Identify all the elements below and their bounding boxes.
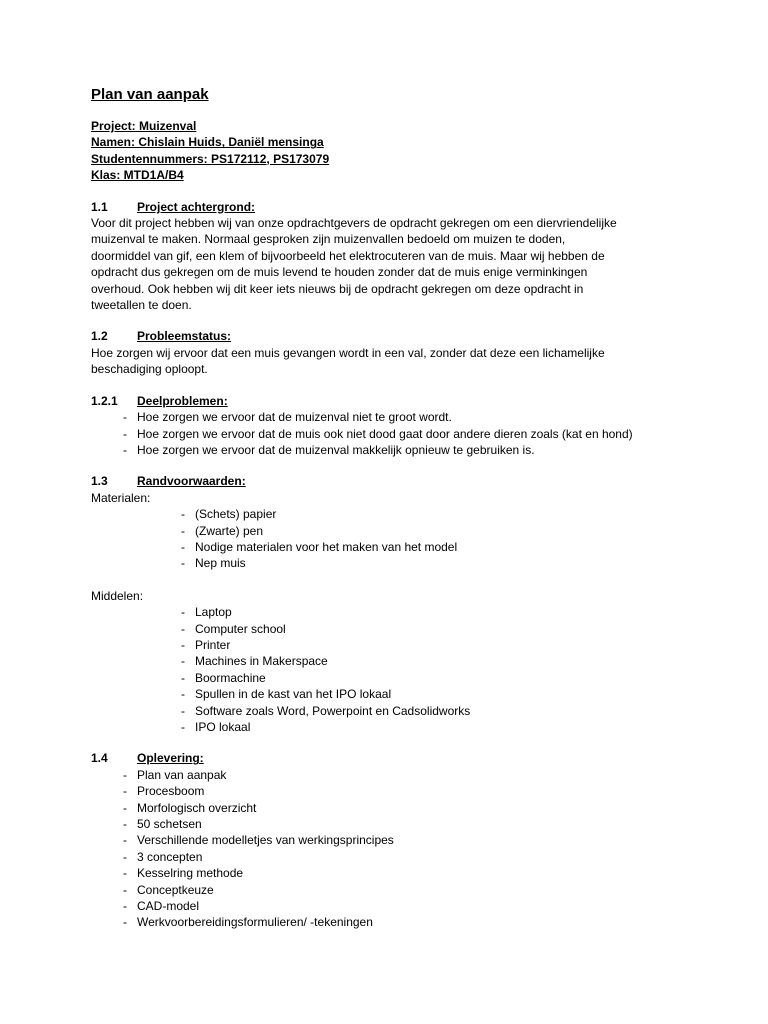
paragraph-line: opdracht dus gekregen om de muis levend te houden zonder dat de muis enige verminkingen: [91, 265, 588, 280]
section-title: Probleemstatus:: [137, 329, 232, 344]
list-item: [91, 653, 691, 669]
dash-bullet: -: [123, 800, 127, 815]
section-project-background: [91, 199, 691, 314]
list-item: [91, 604, 691, 620]
list-item-text: Printer: [195, 637, 231, 652]
dash-bullet: -: [123, 784, 127, 799]
means-label: Middelen:: [91, 588, 144, 603]
list-item-text: IPO lokaal: [195, 720, 251, 734]
meta-student-numbers: Studentennummers: PS172112, PS173079: [91, 151, 330, 166]
dash-bullet: -: [123, 849, 127, 864]
dash-bullet: -: [123, 410, 127, 425]
list-item: [91, 506, 691, 522]
list-item-text: Machines in Makerspace: [195, 654, 328, 669]
list-item-text: (Schets) papier: [195, 507, 277, 522]
means-list: [91, 604, 691, 735]
dash-bullet: -: [181, 507, 185, 522]
list-item: [91, 849, 691, 865]
dash-bullet: -: [181, 670, 185, 685]
meta-class: Klas: MTD1A/B4: [91, 168, 184, 183]
list-item: [91, 539, 691, 555]
list-item: [91, 426, 691, 442]
dash-bullet: -: [123, 882, 127, 897]
list-item: [91, 719, 691, 735]
list-item-text: Boormachine: [195, 670, 266, 685]
dash-bullet: -: [123, 833, 127, 848]
list-item: [91, 442, 691, 458]
dash-bullet: -: [181, 654, 185, 669]
section-heading: [91, 328, 691, 344]
list-item-text: Plan van aanpak: [137, 767, 227, 782]
document-title: Plan van aanpak: [91, 86, 209, 103]
section-heading: [91, 750, 691, 766]
list-item: [91, 865, 691, 881]
dash-bullet: -: [181, 605, 185, 620]
paragraph-line: tweetallen te doen.: [91, 298, 192, 313]
list-item-text: Morfologisch overzicht: [137, 800, 257, 815]
list-item: [91, 637, 691, 653]
section-number: 1.1: [91, 199, 108, 214]
dash-bullet: -: [123, 442, 127, 457]
list-item-text: Procesboom: [137, 784, 205, 799]
spacer: [91, 572, 691, 588]
list-item: [91, 783, 691, 799]
list-item-text: Conceptkeuze: [137, 882, 214, 897]
paragraph-line: doormiddel van gif, een klem of bijvoorbeeld het elektrocuteren van de muis. Maar wij hebben de: [91, 248, 605, 263]
list-item: [91, 703, 691, 719]
section-number: 1.2: [91, 329, 108, 344]
list-item-text: Nep muis: [195, 556, 246, 571]
dash-bullet: -: [181, 539, 185, 554]
list-item-text: (Zwarte) pen: [195, 523, 264, 538]
dash-bullet: -: [181, 556, 185, 571]
project-meta: [91, 118, 691, 184]
list-item: [91, 914, 691, 930]
list-item: [91, 523, 691, 539]
dash-bullet: -: [123, 767, 127, 782]
list-item-text: Laptop: [195, 605, 232, 620]
list-item-text: Werkvoorbereidingsformulieren/ -tekeningen: [137, 915, 373, 930]
section-title: Deelproblemen:: [137, 393, 228, 408]
section-delivery: [91, 750, 691, 930]
section-problem-status: [91, 328, 691, 377]
list-item-text: Spullen in de kast van het IPO lokaal: [195, 687, 392, 702]
sub-problems-list: [91, 409, 691, 458]
section-heading: [91, 393, 691, 409]
paragraph-line: Voor dit project hebben wij van onze opdrachtgevers de opdracht gekregen om een diervriendelijke: [91, 216, 617, 231]
meta-project: Project: Muizenval: [91, 119, 197, 133]
list-item: [91, 686, 691, 702]
list-item-text: Hoe zorgen we ervoor dat de muis ook niet dood gaat door andere dieren zoals (kat en hond): [137, 426, 633, 441]
delivery-list: [91, 767, 691, 931]
section-title: Project achtergrond:: [137, 199, 256, 214]
section-title: Randvoorwaarden:: [137, 474, 246, 489]
section-number: 1.4: [91, 751, 108, 766]
dash-bullet: -: [181, 703, 185, 718]
list-item-text: Software zoals Word, Powerpoint en Cadsolidworks: [195, 703, 471, 718]
section-title: Oplevering:: [137, 751, 204, 766]
list-item: [91, 898, 691, 914]
dash-bullet: -: [181, 720, 185, 734]
list-item-text: Kesselring methode: [137, 866, 244, 881]
list-item: [91, 832, 691, 848]
dash-bullet: -: [181, 687, 185, 702]
list-item: [91, 816, 691, 832]
section-heading: [91, 199, 691, 215]
list-item: [91, 409, 691, 425]
dash-bullet: -: [123, 817, 127, 832]
section-heading: [91, 473, 691, 489]
paragraph-line: overhoud. Ook hebben wij dit keer iets nieuws bij de opdracht gekregen om deze opdracht in: [91, 281, 584, 296]
section-sub-problems: [91, 393, 691, 459]
list-item-text: Verschillende modelletjes van werkingsprincipes: [137, 833, 394, 848]
list-item: [91, 555, 691, 571]
list-item-text: Hoe zorgen we ervoor dat de muizenval makkelijk opnieuw te gebruiken is.: [137, 442, 535, 457]
paragraph-line: muizenval te maken. Normaal gesproken zijn muizenvallen bedoeld om muizen te doden,: [91, 232, 566, 247]
list-item: [91, 767, 691, 783]
list-item: [91, 670, 691, 686]
list-item-text: CAD-model: [137, 899, 200, 914]
section-number: 1.3: [91, 474, 108, 489]
list-item-text: Hoe zorgen we ervoor dat de muizenval niet te groot wordt.: [137, 410, 452, 425]
list-item-text: 50 schetsen: [137, 817, 202, 832]
list-item: [91, 882, 691, 898]
section-preconditions: [91, 473, 691, 735]
list-item-text: 3 concepten: [137, 849, 203, 864]
dash-bullet: -: [181, 621, 185, 636]
list-item-text: Nodige materialen voor het maken van het model: [195, 539, 458, 554]
list-item: [91, 621, 691, 637]
list-item: [91, 800, 691, 816]
section-number: 1.2.1: [91, 393, 118, 408]
dash-bullet: -: [181, 523, 185, 538]
dash-bullet: -: [123, 426, 127, 441]
dash-bullet: -: [123, 915, 127, 930]
paragraph-line: beschadiging oploopt.: [91, 362, 208, 377]
dash-bullet: -: [123, 899, 127, 914]
materials-label: Materialen:: [91, 490, 151, 505]
materials-list: [91, 506, 691, 572]
document-page: [91, 86, 691, 931]
list-item-text: Computer school: [195, 621, 286, 636]
paragraph-line: Hoe zorgen wij ervoor dat een muis gevangen wordt in een val, zonder dat deze een lichamelijke: [91, 345, 605, 360]
dash-bullet: -: [123, 866, 127, 881]
dash-bullet: -: [181, 637, 185, 652]
meta-names: Namen: Chislain Huids, Daniël mensinga: [91, 135, 324, 150]
